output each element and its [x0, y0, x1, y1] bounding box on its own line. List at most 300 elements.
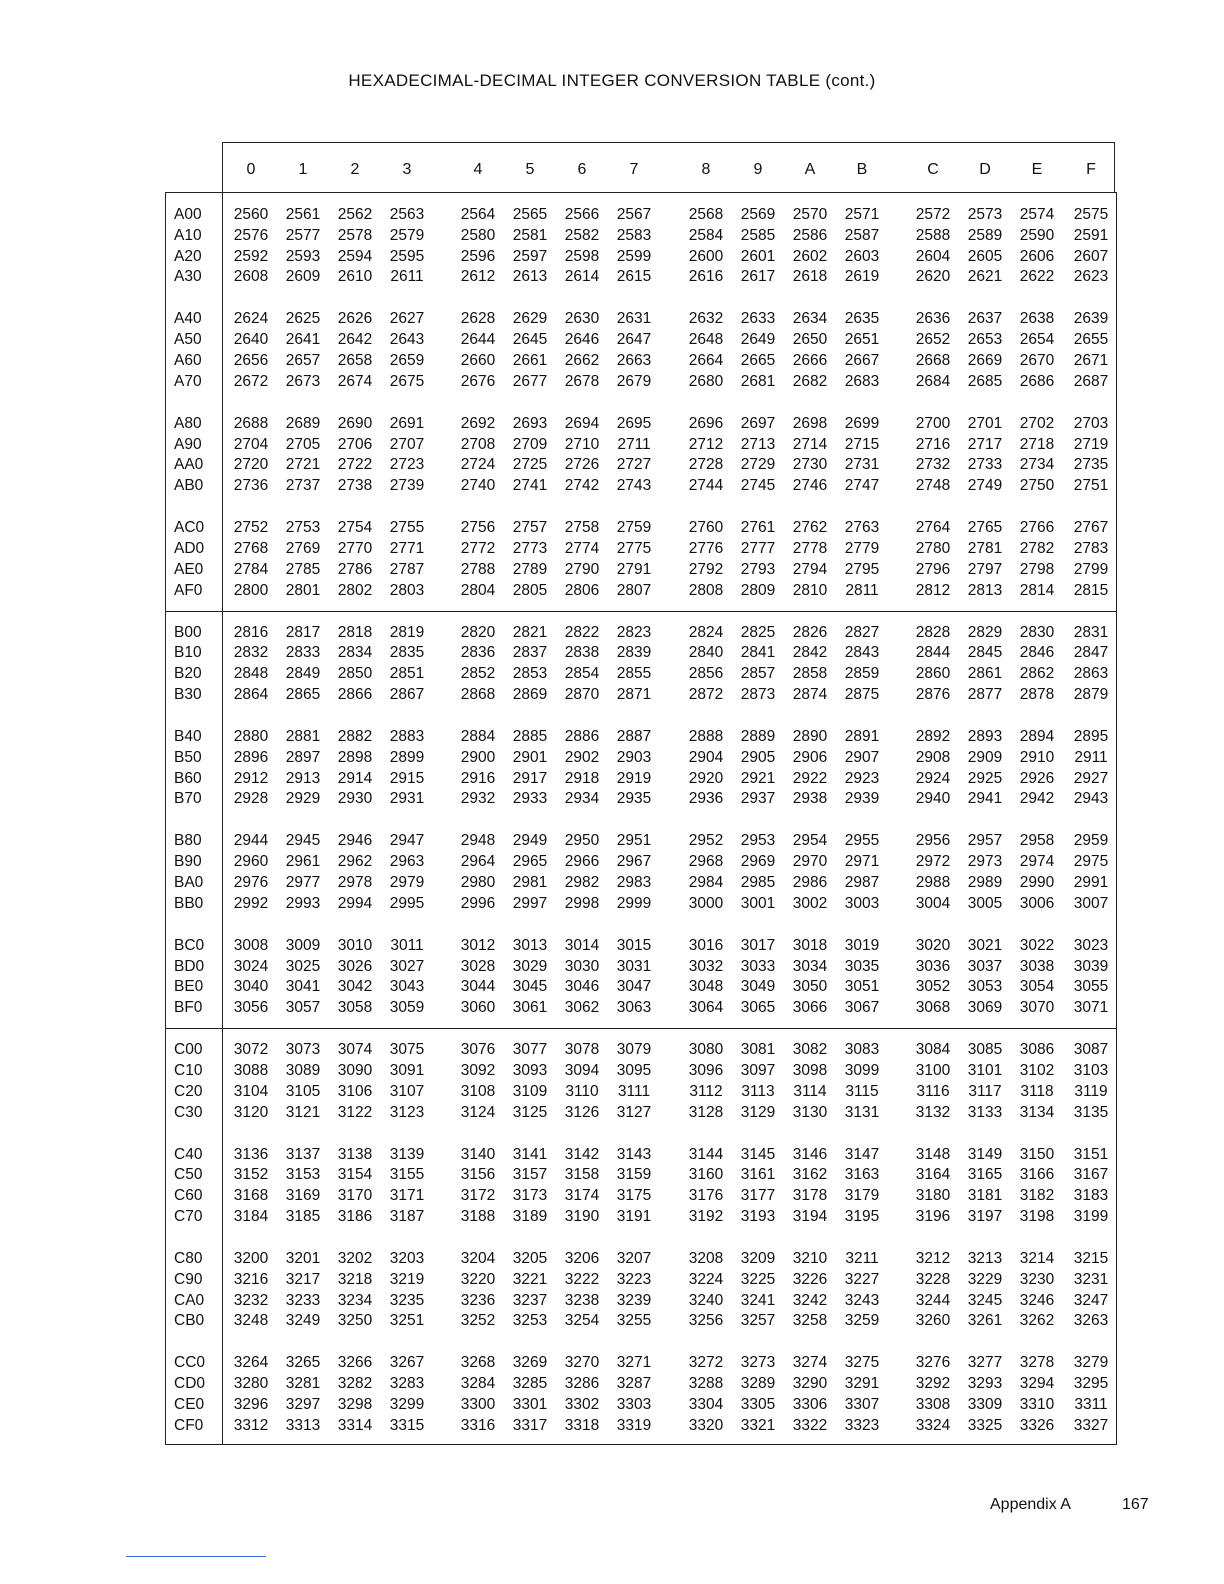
- table-cell: 3195: [844, 1208, 880, 1225]
- table-cell: 2689: [285, 414, 321, 432]
- table-cell: 2824: [688, 623, 724, 641]
- table-cell: 3233: [285, 1291, 321, 1309]
- table-cell: 3231: [1073, 1270, 1109, 1288]
- table-cell: 2998: [564, 894, 600, 912]
- table-cell: 2927: [1073, 769, 1109, 787]
- table-cell: 2804: [460, 581, 496, 599]
- table-cell: 3265: [285, 1354, 321, 1372]
- table-cell: 2893: [967, 728, 1003, 745]
- table-cell: 2846: [1019, 644, 1055, 662]
- table-cell: 3045: [512, 978, 548, 996]
- table-cell: 3235: [389, 1291, 425, 1309]
- table-cell: 3158: [564, 1166, 600, 1184]
- table-cell: 3275: [844, 1354, 880, 1372]
- table-cell: 3221: [512, 1270, 548, 1288]
- table-cell: 2798: [1019, 560, 1055, 578]
- table-cell: 3298: [337, 1396, 373, 1413]
- column-header-b: B: [856, 161, 868, 178]
- table-cell: 2702: [1019, 414, 1055, 432]
- table-cell: 3288: [688, 1375, 724, 1393]
- table-cell: 2917: [512, 769, 548, 787]
- table-cell: 3208: [688, 1250, 724, 1267]
- table-cell: 2575: [1073, 206, 1109, 223]
- table-cell: 2987: [844, 874, 880, 891]
- column-header-d: D: [979, 161, 991, 178]
- table-cell: 3029: [512, 957, 548, 975]
- table-cell: 3269: [512, 1354, 548, 1372]
- table-cell: 2913: [285, 769, 321, 787]
- table-cell: 2855: [616, 665, 652, 683]
- table-cell: 3108: [460, 1082, 496, 1100]
- table-cell: 2950: [564, 832, 600, 850]
- table-cell: 3005: [967, 894, 1003, 912]
- table-cell: 2851: [389, 665, 425, 683]
- table-cell: 2964: [460, 853, 496, 871]
- table-cell: 3167: [1073, 1166, 1109, 1184]
- table-cell: 3326: [1019, 1416, 1055, 1434]
- table-cell: 2673: [285, 372, 321, 390]
- table-cell: 2860: [915, 665, 951, 683]
- row-label: BC0: [174, 936, 205, 954]
- table-cell: 3009: [285, 936, 321, 954]
- table-cell: 2865: [285, 686, 321, 703]
- table-cell: 2688: [233, 414, 269, 432]
- table-cell: 2562: [337, 206, 373, 223]
- table-cell: 2847: [1073, 644, 1109, 662]
- table-cell: 2933: [512, 790, 548, 808]
- table-cell: 2976: [233, 874, 269, 891]
- table-cell: 2591: [1073, 226, 1109, 244]
- table-cell: 2756: [460, 519, 496, 537]
- table-cell: 2793: [740, 560, 776, 578]
- table-cell: 3144: [688, 1145, 724, 1163]
- table-cell: 2971: [844, 853, 880, 871]
- column-header-f: F: [1086, 161, 1096, 178]
- table-cell: 2583: [616, 226, 652, 244]
- table-cell: 2701: [967, 414, 1003, 432]
- table-cell: 2978: [337, 874, 373, 891]
- table-cell: 3130: [792, 1103, 828, 1121]
- table-cell: 3177: [740, 1187, 776, 1205]
- table-cell: 3049: [740, 978, 776, 996]
- table-cell: 2946: [337, 832, 373, 850]
- table-cell: 2644: [460, 331, 496, 349]
- table-cell: 2812: [915, 581, 951, 599]
- table-cell: 2937: [740, 790, 776, 808]
- table-cell: 2707: [389, 435, 425, 453]
- table-cell: 3182: [1019, 1187, 1055, 1205]
- table-cell: 2822: [564, 623, 600, 641]
- row-label: C60: [174, 1187, 203, 1205]
- table-cell: 3196: [915, 1208, 951, 1225]
- table-cell: 3291: [844, 1375, 880, 1393]
- table-cell: 2566: [564, 206, 600, 223]
- table-cell: 3325: [967, 1416, 1003, 1434]
- table-cell: 2736: [233, 477, 269, 495]
- table-cell: 3285: [512, 1375, 548, 1393]
- table-cell: 3184: [233, 1208, 269, 1225]
- table-cell: 2704: [233, 435, 269, 453]
- table-cell: 3262: [1019, 1312, 1055, 1330]
- table-cell: 2834: [337, 644, 373, 662]
- table-cell: 2867: [389, 686, 425, 703]
- table-cell: 2576: [233, 226, 269, 244]
- table-cell: 2873: [740, 686, 776, 703]
- table-cell: 2900: [460, 748, 496, 766]
- table-cell: 2616: [688, 268, 724, 286]
- table-cell: 3271: [616, 1354, 652, 1372]
- table-cell: 2720: [233, 456, 269, 474]
- table-cell: 2621: [967, 268, 1003, 286]
- table-cell: 2729: [740, 456, 776, 474]
- table-cell: 3206: [564, 1250, 600, 1267]
- table-cell: 2826: [792, 623, 828, 641]
- table-cell: 2984: [688, 874, 724, 891]
- table-cell: 3181: [967, 1187, 1003, 1205]
- table-cell: 2880: [233, 728, 269, 745]
- table-cell: 2914: [337, 769, 373, 787]
- table-cell: 2929: [285, 790, 321, 808]
- table-cell: 2652: [915, 331, 951, 349]
- table-cell: 2561: [285, 206, 321, 223]
- table-cell: 2949: [512, 832, 548, 850]
- table-cell: 2795: [844, 560, 880, 578]
- table-cell: 3197: [967, 1208, 1003, 1225]
- table-cell: 3011: [390, 936, 424, 954]
- table-cell: 2710: [564, 435, 600, 453]
- table-cell: 2728: [688, 456, 724, 474]
- table-cell: 2682: [792, 372, 828, 390]
- table-cell: 2762: [792, 519, 828, 537]
- table-cell: 3085: [967, 1041, 1003, 1059]
- table-cell: 2717: [967, 435, 1003, 453]
- table-cell: 2724: [460, 456, 496, 474]
- table-cell: 3222: [564, 1270, 600, 1288]
- table-cell: 3253: [512, 1312, 548, 1330]
- table-cell: 3104: [233, 1082, 269, 1100]
- table-cell: 3000: [688, 894, 724, 912]
- table-cell: 2891: [844, 728, 880, 745]
- table-cell: 3081: [740, 1041, 776, 1059]
- table-cell: 3246: [1019, 1291, 1055, 1309]
- table-cell: 3171: [389, 1187, 425, 1205]
- table-cell: 3284: [460, 1375, 496, 1393]
- table-cell: 2727: [616, 456, 652, 474]
- table-cell: 2630: [564, 310, 600, 328]
- table-cell: 3059: [389, 999, 425, 1017]
- table-cell: 2960: [233, 853, 269, 871]
- table-cell: 2920: [688, 769, 724, 787]
- block-separator: [165, 611, 1117, 612]
- table-cell: 3273: [740, 1354, 776, 1372]
- table-cell: 2588: [915, 226, 951, 244]
- table-cell: 3055: [1073, 978, 1109, 996]
- table-cell: 3287: [616, 1375, 652, 1393]
- table-cell: 2686: [1019, 372, 1055, 390]
- table-cell: 3163: [844, 1166, 880, 1184]
- table-cell: 2569: [740, 206, 776, 223]
- table-cell: 2947: [389, 832, 425, 850]
- table-cell: 2661: [512, 352, 548, 369]
- table-cell: 3268: [460, 1354, 496, 1372]
- table-cell: 3232: [233, 1291, 269, 1309]
- table-cell: 3103: [1073, 1062, 1109, 1079]
- table-cell: 2785: [285, 560, 321, 578]
- table-cell: 2958: [1019, 832, 1055, 850]
- table-cell: 3038: [1019, 957, 1055, 975]
- table-cell: 3048: [688, 978, 724, 996]
- table-cell: 2887: [616, 728, 652, 745]
- table-cell: 3066: [792, 999, 828, 1017]
- table-cell: 2753: [285, 519, 321, 537]
- table-cell: 3062: [564, 999, 600, 1017]
- table-cell: 2916: [460, 769, 496, 787]
- table-cell: 3164: [915, 1166, 951, 1184]
- table-cell: 2907: [844, 748, 880, 766]
- table-cell: 3136: [233, 1145, 269, 1163]
- table-cell: 2808: [688, 581, 724, 599]
- row-label: CF0: [174, 1416, 204, 1434]
- table-cell: 3026: [337, 957, 373, 975]
- table-cell: 2965: [512, 853, 548, 871]
- table-cell: 3279: [1073, 1354, 1109, 1372]
- table-cell: 2869: [512, 686, 548, 703]
- table-cell: 2955: [844, 832, 880, 850]
- table-cell: 3012: [460, 936, 496, 954]
- table-cell: 3261: [967, 1312, 1003, 1330]
- table-cell: 3239: [616, 1291, 652, 1309]
- table-cell: 3065: [740, 999, 776, 1017]
- table-cell: 3241: [740, 1291, 776, 1309]
- table-cell: 2848: [233, 665, 269, 683]
- row-label: A60: [174, 352, 202, 369]
- table-cell: 2778: [792, 540, 828, 557]
- table-cell: 2565: [512, 206, 548, 223]
- table-cell: 2996: [460, 894, 496, 912]
- table-cell: 3251: [389, 1312, 425, 1330]
- table-cell: 3247: [1073, 1291, 1109, 1309]
- table-cell: 3091: [389, 1062, 425, 1079]
- table-cell: 3074: [337, 1041, 373, 1059]
- table-cell: 2676: [460, 372, 496, 390]
- table-cell: 2715: [844, 435, 880, 453]
- table-cell: 3138: [337, 1145, 373, 1163]
- table-cell: 3283: [389, 1375, 425, 1393]
- table-cell: 2711: [617, 435, 651, 453]
- table-cell: 2716: [915, 435, 951, 453]
- table-cell: 2979: [389, 874, 425, 891]
- table-cell: 2677: [512, 372, 548, 390]
- table-cell: 2948: [460, 832, 496, 850]
- table-cell: 2912: [233, 769, 269, 787]
- table-cell: 2629: [512, 310, 548, 328]
- table-cell: 2760: [688, 519, 724, 537]
- bottom-link-line: [126, 1556, 266, 1557]
- table-cell: 2607: [1073, 247, 1109, 265]
- table-cell: 2737: [285, 477, 321, 495]
- table-cell: 3225: [740, 1270, 776, 1288]
- table-cell: 2574: [1019, 206, 1055, 223]
- table-cell: 2577: [285, 226, 321, 244]
- table-cell: 2587: [844, 226, 880, 244]
- table-cell: 3076: [460, 1041, 496, 1059]
- table-cell: 2930: [337, 790, 373, 808]
- table-cell: 3227: [844, 1270, 880, 1288]
- table-cell: 2926: [1019, 769, 1055, 787]
- row-label: A40: [174, 310, 202, 328]
- table-cell: 3214: [1019, 1250, 1055, 1267]
- table-cell: 2953: [740, 832, 776, 850]
- table-cell: 2734: [1019, 456, 1055, 474]
- table-cell: 3064: [688, 999, 724, 1017]
- table-cell: 3166: [1019, 1166, 1055, 1184]
- table-cell: 2650: [792, 331, 828, 349]
- table-cell: 2924: [915, 769, 951, 787]
- column-header-4: 4: [473, 161, 483, 178]
- table-cell: 2703: [1073, 414, 1109, 432]
- table-cell: 2845: [967, 644, 1003, 662]
- table-cell: 2684: [915, 372, 951, 390]
- table-cell: 3112: [689, 1082, 723, 1100]
- table-cell: 3129: [740, 1103, 776, 1121]
- table-cell: 3290: [792, 1375, 828, 1393]
- table-cell: 2999: [616, 894, 652, 912]
- table-cell: 2871: [616, 686, 652, 703]
- table-cell: 2632: [688, 310, 724, 328]
- table-cell: 3319: [616, 1416, 652, 1434]
- table-cell: 2844: [915, 644, 951, 662]
- table-cell: 2856: [688, 665, 724, 683]
- table-cell: 3199: [1073, 1208, 1109, 1225]
- table-cell: 3210: [792, 1250, 828, 1267]
- table-cell: 2660: [460, 352, 496, 369]
- table-cell: 2794: [792, 560, 828, 578]
- table-cell: 3030: [564, 957, 600, 975]
- table-cell: 2935: [616, 790, 652, 808]
- table-cell: 2573: [967, 206, 1003, 223]
- table-cell: 2691: [389, 414, 425, 432]
- table-cell: 2712: [688, 435, 724, 453]
- table-cell: 2641: [285, 331, 321, 349]
- table-cell: 2820: [460, 623, 496, 641]
- table-cell: 3027: [389, 957, 425, 975]
- row-label: B10: [174, 644, 202, 662]
- table-cell: 3165: [967, 1166, 1003, 1184]
- table-cell: 2928: [233, 790, 269, 808]
- table-cell: 2623: [1073, 268, 1109, 286]
- row-label: AA0: [174, 456, 204, 474]
- table-cell: 2730: [792, 456, 828, 474]
- table-cell: 3185: [285, 1208, 321, 1225]
- table-cell: 3031: [616, 957, 652, 975]
- table-cell: 2657: [285, 352, 321, 369]
- table-cell: 3056: [233, 999, 269, 1017]
- table-cell: 3219: [389, 1270, 425, 1288]
- table-cell: 3203: [389, 1250, 425, 1267]
- table-cell: 3159: [616, 1166, 652, 1184]
- table-cell: 2642: [337, 331, 373, 349]
- table-cell: 2901: [512, 748, 548, 766]
- table-cell: 2722: [337, 456, 373, 474]
- table-cell: 2568: [688, 206, 724, 223]
- table-cell: 3018: [792, 936, 828, 954]
- table-cell: 2835: [389, 644, 425, 662]
- table-cell: 3077: [512, 1041, 548, 1059]
- table-cell: 3127: [616, 1103, 652, 1121]
- table-cell: 3084: [915, 1041, 951, 1059]
- table-cell: 2742: [564, 477, 600, 495]
- row-label: B40: [174, 728, 202, 745]
- table-cell: 2687: [1073, 372, 1109, 390]
- table-cell: 3114: [793, 1082, 827, 1100]
- table-cell: 2614: [564, 268, 600, 286]
- table-cell: 3135: [1073, 1103, 1109, 1121]
- column-header-c: C: [927, 161, 939, 178]
- table-cell: 3207: [616, 1250, 652, 1267]
- table-cell: 2585: [740, 226, 776, 244]
- table-cell: 2899: [389, 748, 425, 766]
- table-cell: 2932: [460, 790, 496, 808]
- table-cell: 2692: [460, 414, 496, 432]
- table-cell: 3200: [233, 1250, 269, 1267]
- table-cell: 2983: [616, 874, 652, 891]
- table-cell: 3318: [564, 1416, 600, 1434]
- table-cell: 3259: [844, 1312, 880, 1330]
- table-cell: 2618: [792, 268, 828, 286]
- table-cell: 3032: [688, 957, 724, 975]
- table-cell: 3175: [616, 1187, 652, 1205]
- table-cell: 2993: [285, 894, 321, 912]
- table-cell: 2905: [740, 748, 776, 766]
- table-cell: 3080: [688, 1041, 724, 1059]
- table-cell: 3046: [564, 978, 600, 996]
- table-cell: 2698: [792, 414, 828, 432]
- table-cell: 3120: [233, 1103, 269, 1121]
- row-label: CA0: [174, 1291, 205, 1309]
- table-cell: 2815: [1073, 581, 1109, 599]
- table-cell: 3198: [1019, 1208, 1055, 1225]
- table-cell: 3153: [285, 1166, 321, 1184]
- table-cell: 2752: [233, 519, 269, 537]
- table-cell: 2878: [1019, 686, 1055, 703]
- table-cell: 3071: [1073, 999, 1109, 1017]
- table-cell: 2868: [460, 686, 496, 703]
- table-cell: 3183: [1073, 1187, 1109, 1205]
- table-cell: 2589: [967, 226, 1003, 244]
- table-cell: 3278: [1019, 1354, 1055, 1372]
- table-cell: 2655: [1073, 331, 1109, 349]
- table-cell: 2963: [389, 853, 425, 871]
- table-cell: 2944: [233, 832, 269, 850]
- table-cell: 3189: [512, 1208, 548, 1225]
- table-cell: 3314: [337, 1416, 373, 1434]
- table-cell: 3305: [740, 1396, 776, 1413]
- table-cell: 2770: [337, 540, 373, 557]
- row-label: B30: [174, 686, 202, 703]
- table-cell: 3243: [844, 1291, 880, 1309]
- table-cell: 3124: [460, 1103, 496, 1121]
- table-cell: 2761: [740, 519, 776, 537]
- table-cell: 3024: [233, 957, 269, 975]
- table-cell: 3179: [844, 1187, 880, 1205]
- table-cell: 3296: [233, 1396, 269, 1413]
- table-cell: 3093: [512, 1062, 548, 1079]
- table-cell: 2774: [564, 540, 600, 557]
- table-cell: 3068: [915, 999, 951, 1017]
- table-cell: 3193: [740, 1208, 776, 1225]
- table-cell: 3067: [844, 999, 880, 1017]
- table-cell: 3300: [460, 1396, 496, 1413]
